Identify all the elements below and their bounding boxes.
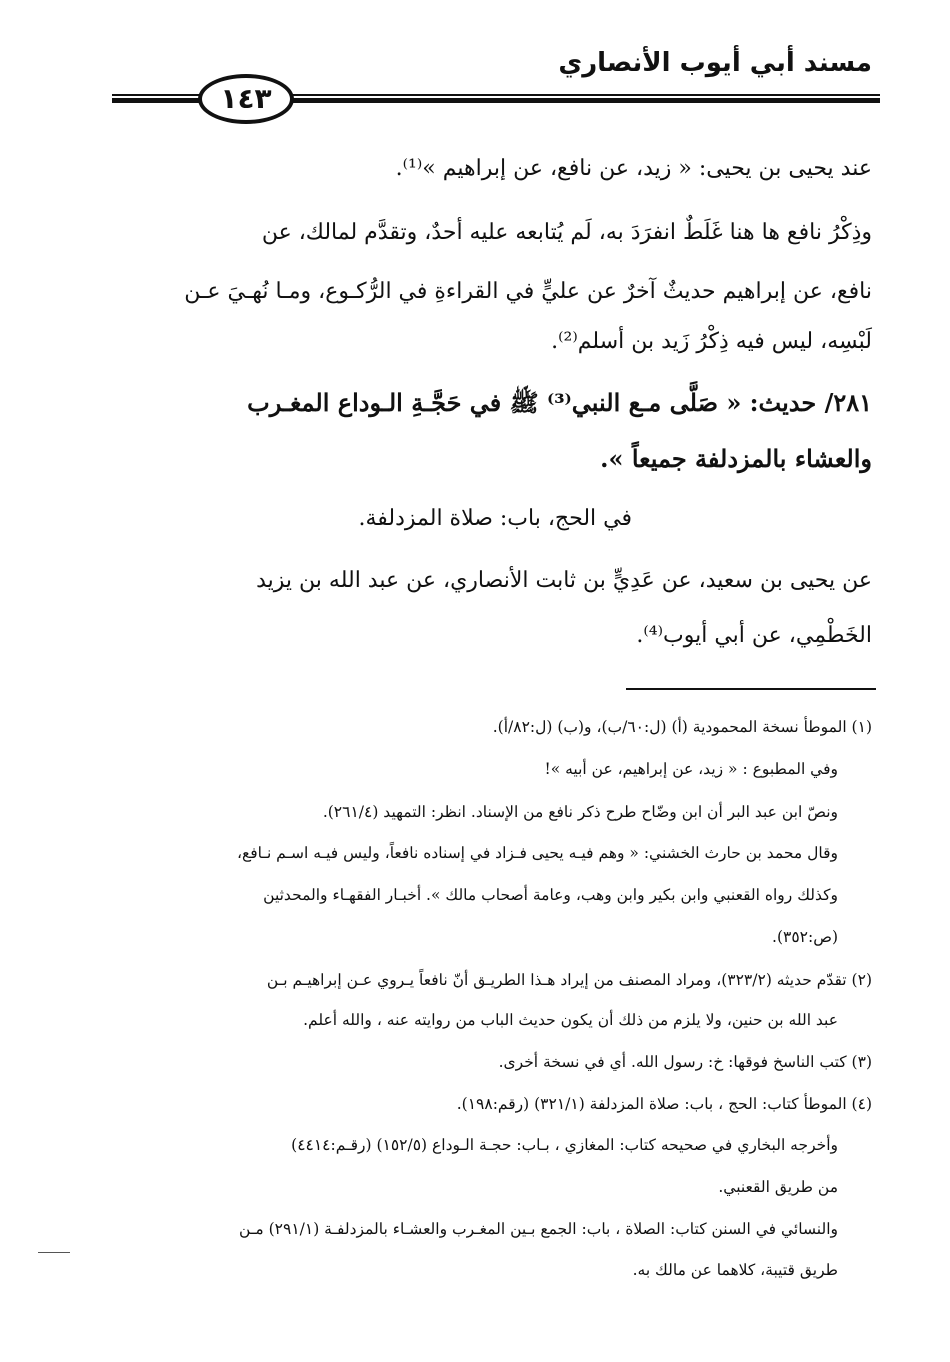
footnote-line: (٤) الموطأ كتاب: الحج ، باب: صلاة المزدلفة (٣٢١/١) (رقم:١٩٨). xyxy=(456,1095,872,1113)
footnote-line: (٣) كتب الناسخ فوقها: خ: رسول الله. أي في نسخة أخرى. xyxy=(498,1053,872,1071)
footnote-line: وكذلك رواه القعنبي وابن بكير وابن وهب، وعامة أصحاب مالك ». أخبـار الفقهـاء والمحدثين xyxy=(263,886,838,904)
page-number: ١٤٣ xyxy=(198,74,294,124)
footnote-line: عبد الله بن حنين، ولا يلزم من ذلك أن يكون حديث الباب من روايته عنه ، والله أعلم. xyxy=(303,1011,838,1029)
body-line-4: لَبْسِه، ليس فيه ذِكْرُ زَيد بن أسلم⁽²⁾. xyxy=(551,329,872,354)
footnote-line: (١) الموطأ نسخة المحمودية (أ) (ل:٦٠/ب)، و(ب) (ل:٨٢/أ). xyxy=(492,718,872,736)
hadith-heading-line-2: والعشاء بالمزدلفة جميعاً ». xyxy=(600,444,872,473)
footnote-separator xyxy=(626,688,876,690)
footnote-line: وقال محمد بن حارث الخشني: « وهم فيـه يحيى فـزاد في إسناده نافعاً، وليس فيـه اسـم نـافع، xyxy=(237,844,838,862)
footnote-line: طريق قتيبة، كلاهما عن مالك به. xyxy=(632,1261,838,1279)
body-line-1: عند يحيى بن يحيى: « زيد، عن نافع، عن إبراهيم »⁽¹⁾. xyxy=(395,156,872,181)
hadith-heading-line-1: ٢٨١/ حديث: « صَلَّى مـع النبي⁽³⁾ ﷺ في حَجَّـةِ الـوداع المغـرب xyxy=(247,388,872,417)
footnote-line: والنسائي في السنن كتاب: الصلاة ، باب: الجمع بـين المغـرب والعشـاء بالمزدلفـة (٢٩١/١) مـن xyxy=(239,1220,838,1238)
footnote-line: (٢) تقدّم حديثه (٣٢٣/٢)، ومراد المصنف من إيراد هـذا الطريـق أنّ نافعاً يـروي عـن إبراهيـم بـن xyxy=(266,971,872,989)
body-line-3: نافع، عن إبراهيم حديثٌ آخرٌ عن عليٍّ في القراءةِ في الرُّكـوع، ومـا نُهـيَ عـن xyxy=(184,279,872,304)
footnote-line: من طريق القعنبي. xyxy=(718,1178,838,1196)
chapter-line: في الحج، باب: صلاة المزدلفة. xyxy=(358,506,632,531)
footnote-line: ونصّ ابن عبد البر أن ابن وضّاح طرح ذكر نافع من الإسناد. انظر: التمهيد (٢٦١/٤). xyxy=(322,803,838,821)
isnad-line-1: عن يحيى بن سعيد، عن عَدِيٍّ بن ثابت الأنصاري، عن عبد الله بن يزيد xyxy=(256,568,872,593)
running-header-title: مسند أبي أيوب الأنصاري xyxy=(558,48,872,78)
footnote-line: (ص:٣٥٢). xyxy=(772,928,838,946)
footnote-line: وفي المطبوع : « زيد، عن إبراهيم، عن أبيه »! xyxy=(544,760,838,778)
footnote-line: وأخرجه البخاري في صحيحه كتاب: المغازي ، بـاب: حجـة الـوداع (١٥٢/٥) (رقـم:٤٤١٤) xyxy=(291,1136,838,1154)
body-line-2: وذِكْرُ نافع ها هنا غَلَطٌ انفرَدَ به، لَم يُتابعه عليه أحدٌ، وتقدَّم لمالك، عن xyxy=(261,220,872,245)
scan-mark xyxy=(38,1252,70,1253)
isnad-line-2: الخَطْمِي، عن أبي أيوب⁽⁴⁾. xyxy=(636,623,872,648)
